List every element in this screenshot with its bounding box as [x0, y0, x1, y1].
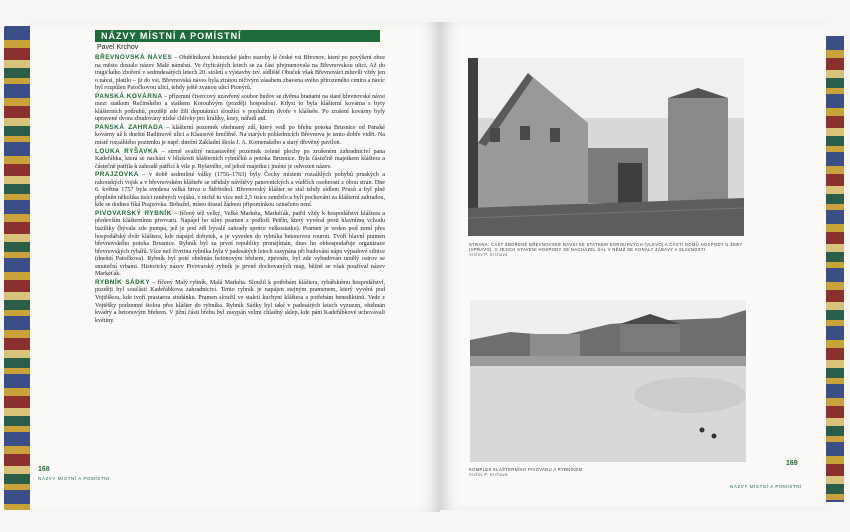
paragraph — [95, 148, 385, 172]
paragraph-keyword: PANSKÁ ZAHRADA — [95, 123, 164, 131]
caption-text: KOMPLEX KLÁŠTERNÍHO PIVOVARU A RYBNÍKEM — [469, 467, 583, 472]
photo-village-square-illustration — [468, 58, 744, 236]
paragraph-keyword: RYBNÍK SÁDKY — [95, 278, 151, 286]
paragraph — [95, 171, 385, 210]
paragraph-body: – říčený Malý rybník, Malá Markéta. Sloužil k potřebám kláštera, rybářskému hospodářství, později byl součástí Kadeřábkova zahradnictví. Tento rybník je napájen stejným pramenem, který vyvěrá pod Vojtěškou, kde tvoří prastarou studánku. Pramen sloužil ve staletí kuchyni kláštera a potřebám benediktinů. Vede z Vojtěšky podzemní štolou přes klášter do rybníka. Rybník Sádky byl také v padesátých letech vyzuzen, obehnán kvádry a betonovým břehem. V jižní části břehu byl zasypán velmi chladný sklep, kde páni Kadeřábkové uchovávali květiny. — [95, 279, 385, 324]
photo-credit: Archiv P. Krchova — [469, 252, 508, 258]
historic-photo-village-square — [468, 58, 744, 236]
decorative-border-right — [826, 36, 844, 502]
caption-text: STRANA: ČÁST ZBOŘENÉ BŘEVNOVSKÉ NÁVSI SE STATKEM KOROUHVÝCH (VLEVO) A ČÁSTÍ DOMŮ HOSPODY U ŽEBY (VPRAVO). V JEJICH STAVENÍ HOSPODY SE NACHÁZEL SÁL V NĚMŽ SE KONALY ZÁBAVY A SLAVNOSTI — [469, 242, 743, 253]
paragraph-body: – v době sedmileté války (1756–1763) byly Čechy místem rozsáhlých pohybů pruských a rakouských vojsk a v břevnovském klášteře se střídaly návštěvy panovnických a vůdčích osobností z obou stran. Dne 6. května 1757 byla svedena velká bitva u Štěrbohol. Břevnovský klášter se stal tehdy sídlem Prusů a byl plně přeplněn několika tisíci raněných vojáků, z nichž tu více než 2,5 tisíce zemřelo a byli pochováni za klášterní zahradou, kde se dodnes říká Prajzovka. Bohužel, místo dosud žádnou připomínkou označeno není. — [95, 172, 385, 209]
paragraph-body: – přízemní čtvercový uzavřený soubor budov se dvěma branami na staré břevnovské návsi mezi statkem Rečinského a statkem Korouhvým (později hospodou). Kdysi to byla klášterní kovárna s byty klášterních podruhů, později zde žili deputátníci sloužící v poplužním dvoře v klášteře. Po zrušení kovárny byly upravené dvora zbudovány nízké chlívky pro králíky, kozy, nářadí atd. — [95, 93, 385, 123]
paragraph — [95, 210, 385, 279]
photo-brewery-pond-illustration — [470, 300, 746, 462]
page-number-right: 169 — [786, 460, 798, 467]
paragraph-keyword: BŘEVNOVSKÁ NÁVES — [95, 54, 173, 61]
paragraph — [95, 54, 385, 93]
article-text — [95, 54, 385, 325]
paragraph-body: – strmě svažitý nezastavěný pozemek zelené plochy po zrušeném zahradnictví pana Kadeřábka, která se nachází v blízkosti klášterních rybníčků a potoka Brusnice. Byla částečně majetkem kláštera a částečně patřila k zahradě patřící k vile p. Ryšavého, od jehož majetku i jméno je odvozen název. — [95, 148, 386, 170]
paragraph-keyword: LOUKA RYŠAVKA — [95, 147, 159, 155]
page-number-left: 168 — [38, 466, 50, 473]
paragraph-keyword: PRAJZOVKA — [95, 171, 139, 179]
paragraph-keyword: PANSKÁ KOVÁRNA — [95, 92, 163, 100]
running-footer-left: NÁZVY MÍSTNÍ A POMÍSTNÍ — [38, 476, 110, 481]
chapter-title: NÁZVY MÍSTNÍ A POMÍSTNÍ — [95, 30, 380, 42]
paragraph-body: – klášterní pozemek obehnaný zdí, který vedl po břehu potoka Brusnice od Panské kovárny až k dnešní Radimově ulici a Klausově hrnčířně. Na starých pohlednicích Břevnova je tento dobře vidět. Na místě rozsáhlého pozemku je např. dnešní Základní škola J. A. Komenského a starý dřevěný pavilon. — [95, 124, 385, 147]
paragraph — [95, 93, 385, 124]
historic-photo-brewery-pond — [470, 300, 746, 462]
photo-credit: Archiv P. Krchova — [469, 472, 508, 478]
paragraph-body: – Obdélníkové historické jádro staroby lé české vsi Břevnov, které po povýšení obce na město dostalo název Malé náměstí. Ve čtyřicátých letech se za část přejmenovala na Břevnovskou ulici. Až do tragického zboření v sedmdesátých letech 20. století s výstavby tzv. sídliště Obuček však Břevnováci mluvili vždy jen o návsi, platilo – jít do vsi. Břevnovská náves byla ztrátou ničivým zásahem zbavena svého přirozeného centra a navíc byl rozpůlen Patočkovou ulicí, tehdy ještě zvanou ulicí Pionýrů. — [95, 55, 385, 92]
paragraph-keyword: PIVOVARSKÝ RYBNÍK — [95, 209, 172, 217]
paragraph — [95, 279, 385, 325]
photo-caption-2 — [469, 467, 745, 477]
running-footer-right: NÁZVY MÍSTNÍ A POMÍSTNÍ — [730, 484, 802, 489]
paragraph-body: – říčený též velký, Velká Markéta, Markéťák, patřil vždy k hospodářství kláštera a především klášternímu pivovaru. Napájel ho silný pramen z podloží Petřín, který vyvěral proti hlavnímu vchodu baziliky (bývala zde pumpa, jež je pod zdí bývalé zahrady sprnce velkostatku). Pramen je veden pod zemí přes hospodářský dvůr kláštera, kde napájel dobytek, a je vyveden do rybníka betonovou rourou. Tvoří hlavní pramen břevnovského potoka Brusnice. Rybník byl za první republiky pronajímán, dnes ho obhospodařuje organizace břevnovských rybářů. Více než čtvrtina rybníka byla v padesátých letech zasypána při budování nápu výpadové silnice (dnešní Patočkova). Rybník byl poté obehnán betonovým břehem, zpevněn, byl zde vybudován umělý ostrov se smuteční vrbami. Historický název Pivovarský rybník je prvně dochovaných map, běžně se však používal název Markéťák. — [95, 210, 386, 278]
photo-caption-1 — [469, 242, 745, 258]
paragraph — [95, 124, 385, 148]
author-name: Pavel Krchov — [97, 44, 139, 51]
